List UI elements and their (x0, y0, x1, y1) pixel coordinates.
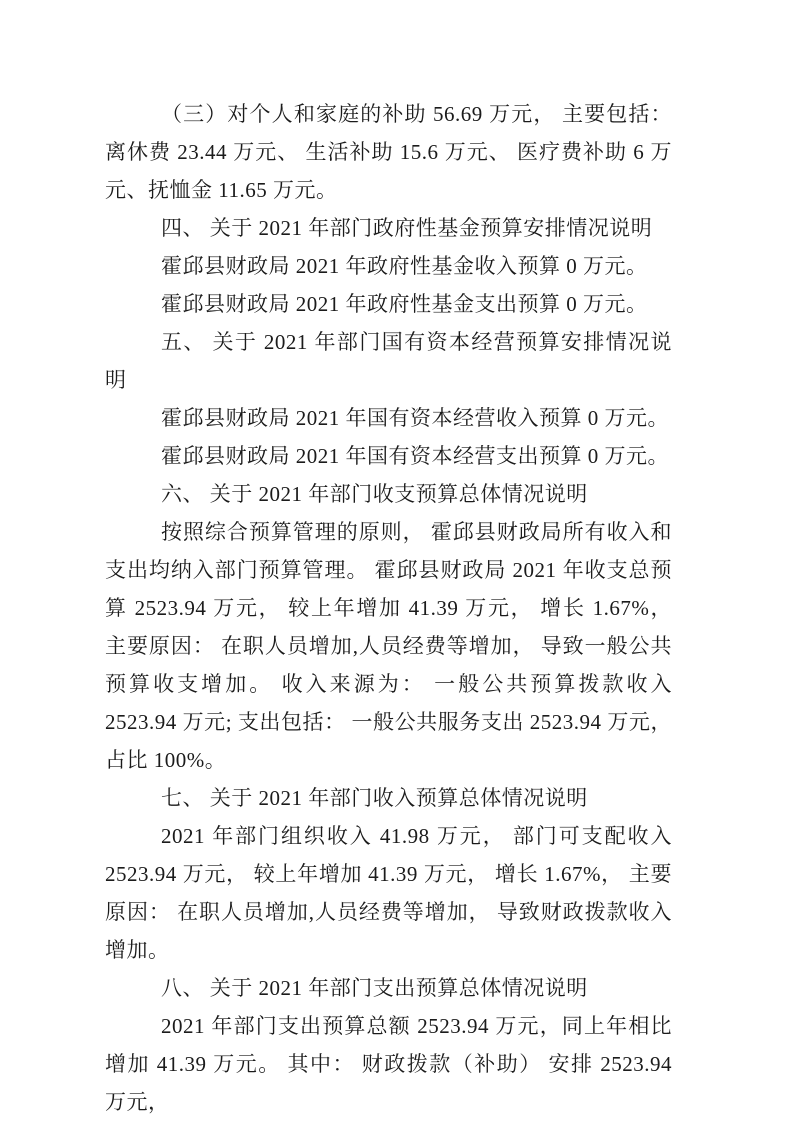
paragraph: 2021 年部门组织收入 41.98 万元， 部门可支配收入 2523.94 万元， 较上年增加 41.39 万元， 增长 1.67%， 主要原因： 在职人员增加,人员经费等增加， 导致财政拨款收入增加。 (105, 824, 672, 962)
section-heading: 五、 关于 2021 年部门国有资本经营预算安排情况说明 (105, 330, 672, 392)
paragraph: 霍邱县财政局 2021 年国有资本经营收入预算 0 万元。 (161, 406, 669, 430)
paragraph: 按照综合预算管理的原则， 霍邱县财政局所有收入和支出均纳入部门预算管理。 霍邱县财政局 2021 年收支总预算 2523.94 万元， 较上年增加 41.39 万元， 增长 1.67%， 主要原因： 在职人员增加,人员经费等增加， 导致一般公共预算收支增加。 收入来源为： 一般公共预算拨款收入 2523.94 万元; 支出包括： 一般公共服务支出 2523.94 万元， 占比 100%。 (105, 520, 672, 772)
section-heading: 七、 关于 2021 年部门收入预算总体情况说明 (161, 786, 588, 810)
section-heading: 六、 关于 2021 年部门收支预算总体情况说明 (161, 482, 588, 506)
paragraph: （三）对个人和家庭的补助 56.69 万元， 主要包括： 离休费 23.44 万元、 生活补助 15.6 万元、 医疗费补助 6 万元、抚恤金 11.65 万元。 (105, 102, 672, 202)
section-heading: 四、 关于 2021 年部门政府性基金预算安排情况说明 (161, 216, 653, 240)
paragraph: 霍邱县财政局 2021 年国有资本经营支出预算 0 万元。 (161, 444, 669, 468)
paragraph: 2021 年部门支出预算总额 2523.94 万元，同上年相比增加 41.39 万元。 其中： 财政拨款（补助） 安排 2523.94 万元， (105, 1014, 672, 1114)
paragraph: 霍邱县财政局 2021 年政府性基金支出预算 0 万元。 (161, 292, 648, 316)
document-body (105, 95, 672, 1121)
paragraph: 霍邱县财政局 2021 年政府性基金收入预算 0 万元。 (161, 254, 648, 278)
section-heading: 八、 关于 2021 年部门支出预算总体情况说明 (161, 976, 588, 1000)
